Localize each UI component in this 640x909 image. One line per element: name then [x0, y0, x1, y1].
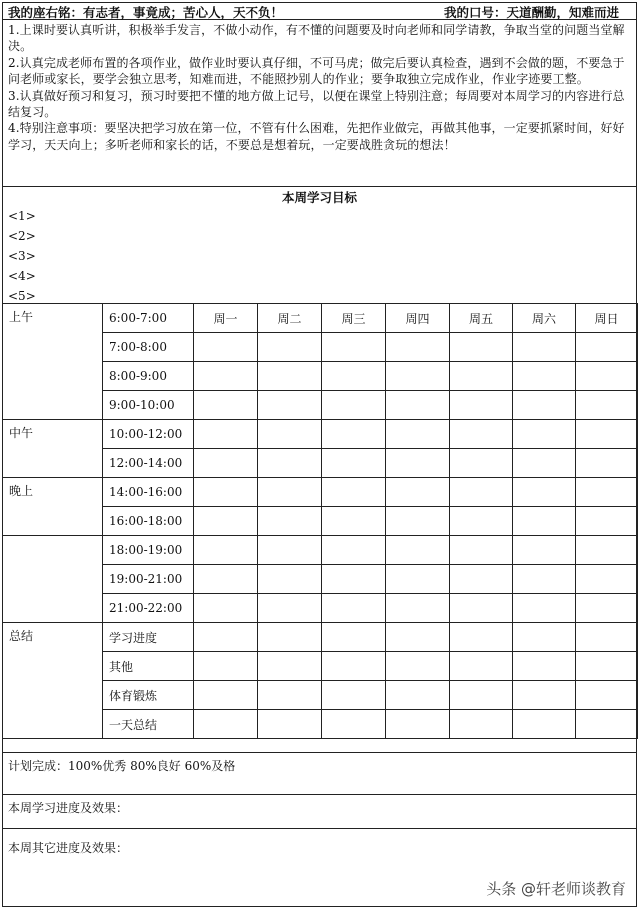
schedule-cell[interactable] — [258, 391, 322, 420]
schedule-cell[interactable] — [576, 391, 638, 420]
schedule-cell[interactable] — [386, 681, 450, 710]
schedule-cell[interactable] — [194, 362, 258, 391]
schedule-cell[interactable] — [258, 710, 322, 739]
schedule-cell[interactable] — [513, 333, 576, 362]
schedule-cell[interactable] — [258, 652, 322, 681]
time-slot: 8:00-9:00 — [103, 362, 194, 391]
table-row — [3, 536, 638, 565]
weekly-progress-label: 本周学习进度及效果： — [8, 801, 129, 815]
period-label-summary: 总结 — [3, 623, 103, 652]
time-slot: 12:00-14:00 — [103, 449, 194, 478]
schedule-cell[interactable] — [576, 623, 638, 652]
table-row — [3, 391, 638, 420]
schedule-cell[interactable] — [194, 710, 258, 739]
schedule-cell[interactable] — [513, 449, 576, 478]
schedule-cell[interactable] — [322, 420, 386, 449]
schedule-cell[interactable] — [576, 507, 638, 536]
schedule-cell[interactable] — [258, 565, 322, 594]
schedule-cell[interactable] — [450, 536, 513, 565]
weekly-schedule-table — [2, 303, 638, 739]
schedule-cell[interactable] — [258, 362, 322, 391]
time-slot: 18:00-19:00 — [103, 536, 194, 565]
other-progress-label: 本周其它进度及效果： — [8, 841, 129, 855]
time-slot: 9:00-10:00 — [103, 391, 194, 420]
time-slot: 14:00-16:00 — [103, 478, 194, 507]
schedule-cell[interactable] — [513, 623, 576, 652]
schedule-cell[interactable] — [576, 681, 638, 710]
schedule-cell[interactable] — [513, 362, 576, 391]
schedule-cell[interactable] — [322, 536, 386, 565]
schedule-cell[interactable] — [386, 623, 450, 652]
rule-item: 3.认真做好预习和复习，预习时要把不懂的地方做上记号，以便在课堂上特别注意；每周要对本周学习的内容进行总结复习。 — [8, 88, 625, 120]
period-label-morning: 上午 — [3, 304, 103, 333]
schedule-cell[interactable] — [450, 594, 513, 623]
schedule-cell[interactable] — [194, 420, 258, 449]
time-slot: 6:00-7:00 — [103, 304, 194, 333]
table-row — [3, 652, 638, 681]
schedule-cell[interactable] — [576, 594, 638, 623]
summary-row-label: 一天总结 — [103, 710, 194, 739]
table-row — [3, 304, 638, 333]
schedule-cell[interactable] — [194, 391, 258, 420]
schedule-cell[interactable] — [322, 478, 386, 507]
table-row — [3, 333, 638, 362]
header-row — [2, 2, 637, 20]
schedule-cell[interactable] — [322, 565, 386, 594]
schedule-cell[interactable] — [258, 623, 322, 652]
schedule-cell[interactable] — [386, 362, 450, 391]
schedule-cell[interactable] — [386, 652, 450, 681]
schedule-cell[interactable] — [258, 594, 322, 623]
schedule-cell[interactable] — [386, 420, 450, 449]
goal-item: <3> — [8, 249, 36, 263]
schedule-cell[interactable] — [576, 478, 638, 507]
schedule-cell[interactable] — [450, 362, 513, 391]
rule-item: 2.认真完成老师布置的各项作业，做作业时要认真仔细，不可马虎；做完后要认真检查，遇到不会做的题，不要急于问老师或家长，要学会独立思考，知难而进，不能照抄别人的作业；要争取独立完成作业，作业字迹要工整。 — [8, 55, 625, 87]
table-row — [3, 507, 638, 536]
schedule-cell[interactable] — [450, 420, 513, 449]
schedule-cell[interactable] — [194, 623, 258, 652]
schedule-cell[interactable] — [576, 536, 638, 565]
period-label-noon: 中午 — [3, 420, 103, 449]
motto-text: 我的座右铭：有志者，事竟成；苦心人，天不负！ — [8, 5, 284, 20]
schedule-cell[interactable] — [194, 652, 258, 681]
day-header: 周五 — [450, 304, 513, 333]
plan-completion-text: 计划完成：100%优秀 80%良好 60%及格 — [8, 759, 236, 773]
schedule-cell[interactable] — [386, 333, 450, 362]
schedule-cell[interactable] — [450, 391, 513, 420]
schedule-cell[interactable] — [386, 507, 450, 536]
rule-item: 4.特别注意事项：要坚决把学习放在第一位，不管有什么困难，先把作业做完，再做其他事，一定要抓紧时间，好好学习，天天向上；多听老师和家长的话，不要总是想着玩，一定要战胜贪玩的想法！ — [8, 121, 625, 152]
schedule-cell[interactable] — [576, 449, 638, 478]
rule-item: 1.上课时要认真听讲，积极举手发言，不做小动作，有不懂的问题要及时向老师和同学请教，争取当堂的问题当堂解决。 — [8, 23, 625, 54]
schedule-cell[interactable] — [386, 478, 450, 507]
summary-row-label: 体育锻炼 — [103, 681, 194, 710]
table-row — [3, 710, 638, 739]
schedule-cell[interactable] — [194, 681, 258, 710]
schedule-cell[interactable] — [258, 536, 322, 565]
weekly-goals-list — [8, 206, 36, 306]
time-slot: 21:00-22:00 — [103, 594, 194, 623]
schedule-cell[interactable] — [450, 565, 513, 594]
schedule-cell[interactable] — [513, 594, 576, 623]
schedule-cell[interactable] — [576, 652, 638, 681]
schedule-cell[interactable] — [194, 449, 258, 478]
schedule-cell[interactable] — [386, 536, 450, 565]
schedule-cell[interactable] — [450, 333, 513, 362]
schedule-cell[interactable] — [576, 710, 638, 739]
schedule-cell[interactable] — [258, 681, 322, 710]
schedule-cell[interactable] — [258, 333, 322, 362]
schedule-cell[interactable] — [194, 536, 258, 565]
table-row — [3, 420, 638, 449]
schedule-cell[interactable] — [386, 565, 450, 594]
goal-item: <4> — [8, 269, 36, 283]
slogan-text: 我的口号：天道酬勤，知难而进 — [443, 5, 619, 20]
schedule-cell[interactable] — [386, 594, 450, 623]
schedule-cell[interactable] — [576, 333, 638, 362]
goal-item: <1> — [8, 209, 36, 223]
watermark-text: 头条 @轩老师谈教育 — [486, 880, 626, 898]
schedule-cell[interactable] — [258, 507, 322, 536]
schedule-cell[interactable] — [450, 681, 513, 710]
weekly-progress-row[interactable] — [2, 794, 637, 828]
schedule-cell[interactable] — [386, 449, 450, 478]
schedule-cell[interactable] — [576, 565, 638, 594]
day-header: 周六 — [513, 304, 576, 333]
schedule-cell[interactable] — [450, 478, 513, 507]
day-header: 周四 — [386, 304, 450, 333]
schedule-cell[interactable] — [322, 362, 386, 391]
schedule-cell[interactable] — [322, 652, 386, 681]
schedule-cell[interactable] — [322, 333, 386, 362]
schedule-cell[interactable] — [513, 391, 576, 420]
time-slot: 10:00-12:00 — [103, 420, 194, 449]
table-row — [3, 681, 638, 710]
schedule-cell[interactable] — [322, 594, 386, 623]
period-label-evening: 晚上 — [3, 478, 103, 507]
schedule-cell[interactable] — [322, 681, 386, 710]
schedule-cell[interactable] — [322, 391, 386, 420]
table-row — [3, 478, 638, 507]
schedule-cell[interactable] — [258, 449, 322, 478]
day-header: 周二 — [258, 304, 322, 333]
study-rules — [8, 22, 632, 153]
table-row — [3, 449, 638, 478]
schedule-cell[interactable] — [386, 391, 450, 420]
schedule-cell[interactable] — [513, 565, 576, 594]
schedule-cell[interactable] — [194, 565, 258, 594]
table-row — [3, 362, 638, 391]
schedule-cell[interactable] — [386, 710, 450, 739]
table-row — [3, 594, 638, 623]
time-slot: 19:00-21:00 — [103, 565, 194, 594]
time-slot: 7:00-8:00 — [103, 333, 194, 362]
day-header: 周日 — [576, 304, 638, 333]
schedule-cell[interactable] — [194, 478, 258, 507]
schedule-cell[interactable] — [450, 623, 513, 652]
schedule-cell[interactable] — [258, 420, 322, 449]
weekly-goals-title: 本周学习目标 — [2, 186, 637, 204]
schedule-cell[interactable] — [513, 478, 576, 507]
table-row — [3, 565, 638, 594]
schedule-cell[interactable] — [450, 710, 513, 739]
schedule-cell[interactable] — [513, 536, 576, 565]
schedule-cell[interactable] — [450, 449, 513, 478]
plan-completion-row — [2, 752, 637, 794]
summary-row-label: 其他 — [103, 652, 194, 681]
schedule-cell[interactable] — [513, 652, 576, 681]
time-slot: 16:00-18:00 — [103, 507, 194, 536]
goal-item: <2> — [8, 229, 36, 243]
schedule-cell[interactable] — [450, 507, 513, 536]
schedule-cell[interactable] — [258, 478, 322, 507]
schedule-cell[interactable] — [194, 333, 258, 362]
schedule-cell[interactable] — [513, 710, 576, 739]
schedule-cell[interactable] — [194, 594, 258, 623]
summary-row-label: 学习进度 — [103, 623, 194, 652]
schedule-cell[interactable] — [576, 362, 638, 391]
schedule-cell[interactable] — [194, 507, 258, 536]
schedule-cell[interactable] — [322, 449, 386, 478]
schedule-cell[interactable] — [450, 652, 513, 681]
day-header: 周三 — [322, 304, 386, 333]
schedule-cell[interactable] — [513, 420, 576, 449]
day-header: 周一 — [194, 304, 258, 333]
schedule-cell[interactable] — [513, 681, 576, 710]
goal-item: <5> — [8, 289, 36, 303]
schedule-cell[interactable] — [513, 507, 576, 536]
schedule-cell[interactable] — [322, 507, 386, 536]
schedule-cell[interactable] — [322, 623, 386, 652]
table-row — [3, 623, 638, 652]
schedule-cell[interactable] — [576, 420, 638, 449]
schedule-cell[interactable] — [322, 710, 386, 739]
